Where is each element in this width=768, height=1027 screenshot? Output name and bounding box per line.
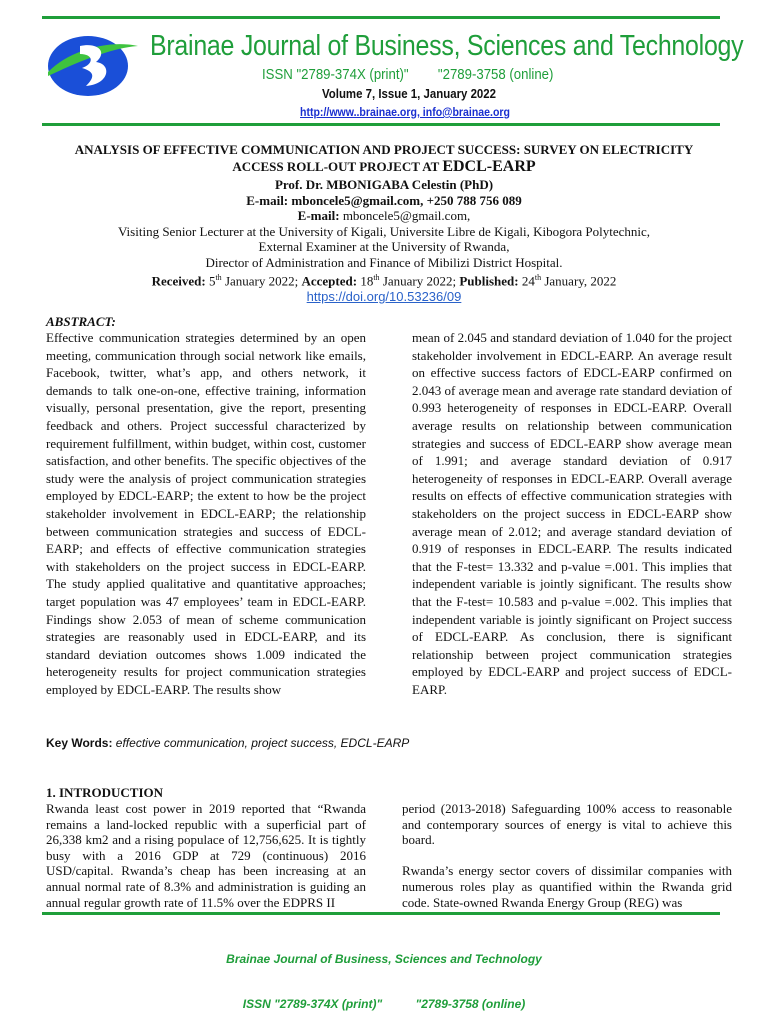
article-title-line2-prefix: ACCESS ROLL-OUT PROJECT AT (232, 159, 443, 174)
affiliation-2: External Examiner at the University of Rwanda, (258, 239, 510, 254)
journal-title: Brainae Journal of Business, Sciences and Technology (150, 30, 744, 62)
accepted-rest: January 2022; (379, 273, 460, 289)
abstract-left-column (46, 329, 366, 698)
author-name: Prof. Dr. MBONIGABA Celestin (PhD) (274, 177, 494, 192)
footer-green-rule (42, 912, 720, 915)
accepted-value: 18 (357, 273, 374, 289)
author-block (0, 177, 768, 304)
keywords-label: Key Words: (46, 736, 116, 750)
article-title (0, 141, 768, 175)
intro-right-para1: period (2013-2018) Safeguarding 100% access to reasonable and contemporary sources of energy is vital to achieve this board. (402, 801, 732, 848)
introduction-heading: 1. INTRODUCTION (46, 785, 164, 800)
article-title-line2 (0, 158, 768, 175)
accepted-sup: th (373, 273, 380, 282)
journal-issn: ISSN "2789-374X (print)" "2789-3758 (online) (262, 66, 554, 83)
article-title-line2-big: EDCL-EARP (442, 158, 536, 175)
published-value: 24 (518, 273, 535, 289)
doi-link[interactable]: https://doi.org/10.53236/09 (306, 288, 462, 304)
abstract-right-text: mean of 2.045 and standard deviation of 1.040 for the project stakeholder involvement in EDCL-EARP. An average result on effective success factors of EDCL-EARP confirmed on 2.043 of average mean and average rate standard deviation of 0.993 heterogeneity of responses in EDCL-EARP. Overall average results on relationship between communication strategies and success of EDCL-EARP show average mean of 1.991; and average standard deviation of 0.917 heterogeneity of responses in EDCL-EARP. Overall average results on effects of effective communication strategies with stakeholders on the project success in EDCL-EARP show average mean of 2.012; and average standard deviation of 0.919 of responses in EDCL-EARP. The results indicated that the F-test= 13.332 and p-value =.001. This implies that independent variable is jointly significant. The results show that the F-test= 10.583 and p-value =.002. This implies that independent variable is jointly significant on Project success of EDCL-EARP. As conclusion, there is significant relationship between project communication strategies employed by EDCL-EARP and project success of EDCL-EARP. (412, 330, 732, 697)
article-title-line1: ANALYSIS OF EFFECTIVE COMMUNICATION AND PROJECT SUCCESS: SURVEY ON ELECTRICITY (74, 142, 694, 157)
abstract-heading: ABSTRACT: (46, 314, 116, 329)
accepted-label: Accepted: (301, 273, 358, 289)
journal-volume: Volume 7, Issue 1, January 2022 (322, 86, 497, 101)
author-email-2 (0, 208, 768, 224)
received-value: 5 (205, 273, 216, 289)
published-rest: January, 2022 (541, 273, 617, 289)
received-sup: th (215, 273, 222, 282)
published-sup: th (534, 273, 542, 282)
top-green-rule (42, 16, 720, 19)
intro-right-column (402, 801, 732, 910)
abstract-left-text: Effective communication strategies determined by an open meeting, communication through social network like emails, Facebook, twitter, what’s app, and others network, it demands to talk one-on-one, effective training, information visually, personal presentation, give the report, presenting feedback and others. Project successful characterized by requirement fulfillment, within budget, within cost, customer satisfaction, and other benefits. The specific objectives of the study were the analysis of project communication strategies employed by EDCL-EARP; the extent to how be the project stakeholder involvement in EDCL-EARP; the relationship between communication strategies and success of EDCL-EARP; and effects of effective communication strategies with stakeholders on the project success in EDCL-EARP. The study applied qualitative and quantitative approaches; target population was 47 employees’ team in EDCL-EARP. Findings show 2.053 of mean of scheme communication strategies are reasonably used in EDCL-EARP, and its standard deviation outcomes shows 1.009 indicated the heterogeneity results for project communication strategies employed by EDCL-EARP. The results show (46, 330, 366, 697)
footer-issn: ISSN "2789-374X (print)" "2789-3758 (online) (242, 997, 526, 1011)
affiliation-3: Director of Administration and Finance of Mibilizi District Hospital. (205, 254, 563, 270)
footer-journal-title: Brainae Journal of Business, Sciences and Technology (226, 952, 542, 966)
header-green-rule (42, 123, 720, 126)
intro-right-para2: Rwanda’s energy sector covers of dissimilar companies with numerous roles play as quantified within the Rwanda grid code. State-owned Rwanda Energy Group (REG) was (402, 863, 732, 910)
intro-left-column (46, 801, 366, 910)
affiliation-1: Visiting Senior Lecturer at the University of Kigali, Universite Libre de Kigali, Kibogora Polytechnic, (117, 223, 651, 239)
published-label: Published: (459, 273, 519, 289)
email-value: mboncele5@gmail.com, (339, 208, 471, 223)
dates-line (0, 270, 768, 289)
journal-urls-link[interactable]: http://www..brainae.org, info@brainae.org (300, 105, 510, 119)
email-label: E-mail: (297, 208, 340, 223)
brainae-logo-icon (42, 28, 140, 100)
received-label: Received: (151, 273, 206, 289)
keywords (46, 736, 409, 750)
keywords-value: effective communication, project success, EDCL-EARP (115, 736, 410, 750)
footer (0, 922, 768, 1027)
received-rest: January 2022; (221, 273, 302, 289)
author-email-phone: E-mail: mboncele5@gmail.com, +250 788 756 089 (246, 192, 522, 208)
intro-left-text: Rwanda least cost power in 2019 reported that “Rwanda remains a land-locked republic with a superficial part of 26,338 km2 and a rising populace of 12,756,625. It is tightly busy with a 2016 GDP at 729 (continuous) 2016 USD/capital. Rwanda’s cheap has been increasing at an annual normal rate of 8.3% and administration is guiding an annual regular growth rate of 11.5% over the EDPRS II (46, 801, 366, 910)
abstract-right-column (412, 329, 732, 698)
